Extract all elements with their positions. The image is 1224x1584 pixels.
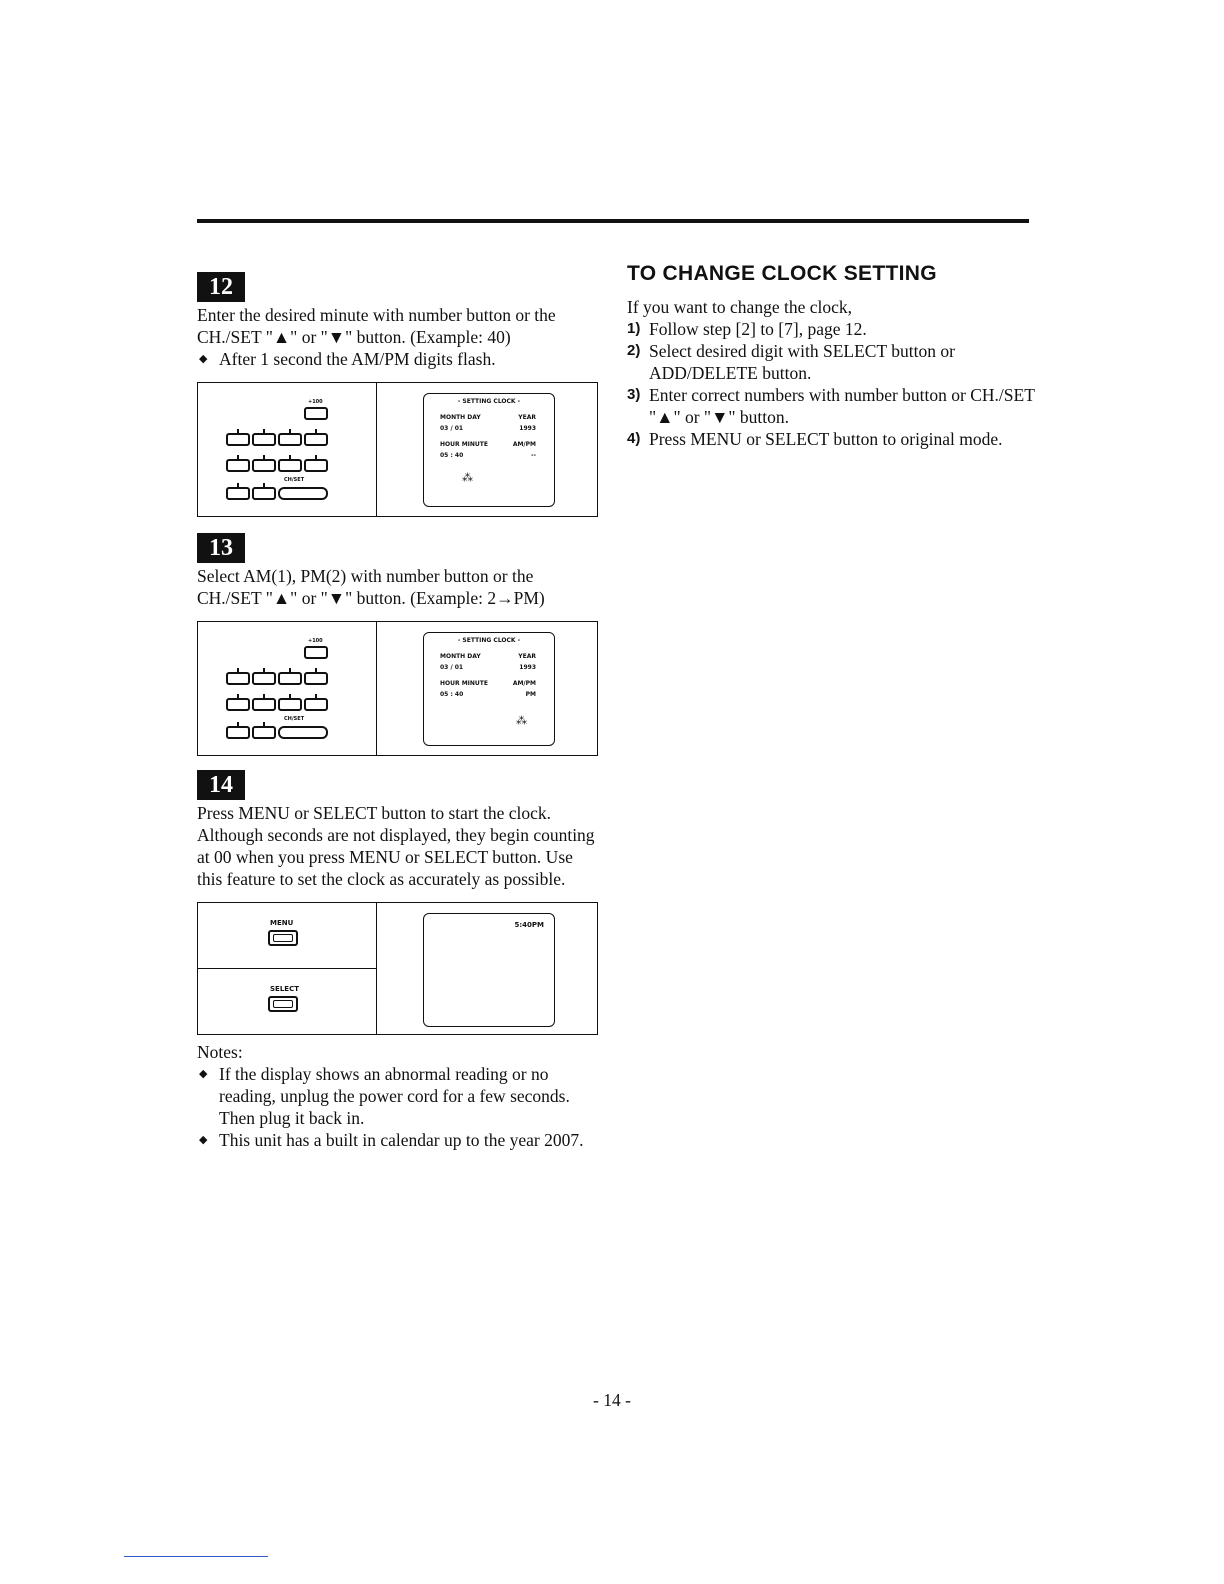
key-5: [226, 459, 250, 472]
step-12-figure: [197, 382, 598, 517]
key-3: [278, 672, 302, 685]
page-number: - 14 -: [593, 1390, 631, 1410]
key-1: [226, 672, 250, 685]
section-heading: TO CHANGE CLOCK SETTING: [627, 262, 937, 285]
chset-label: CH/SET: [284, 716, 305, 722]
list-item: 4) Press MENU or SELECT button to original mode.: [627, 429, 1003, 449]
screen-row: 03 / 01 1993: [440, 425, 536, 432]
step-number-badge: 14: [197, 770, 245, 800]
note-item: ◆ If the display shows an abnormal reading or no reading, unplug the power cord for a few seconds. Then plug it back in.: [197, 1063, 599, 1129]
step-12: [197, 272, 599, 517]
select-label: SELECT: [270, 985, 299, 993]
key-5: [226, 698, 250, 711]
step-14: [197, 770, 599, 1035]
screen-row: 05 : 40 --: [440, 452, 536, 459]
screen-title: - SETTING CLOCK -: [457, 398, 521, 405]
key-7: [278, 698, 302, 711]
top-rule: [197, 219, 1029, 223]
step-number-badge: 12: [197, 272, 245, 302]
screen-row: MONTH DAY YEAR: [440, 653, 536, 660]
select-button-icon: [268, 996, 298, 1012]
list-item: 3) Enter correct numbers with number button or CH./SET "▲" or "▼" button.: [627, 385, 1035, 427]
key-8: [304, 459, 328, 472]
key-1: [226, 433, 250, 446]
screen-row: HOUR MINUTE AM/PM: [440, 680, 536, 687]
notes-title: Notes:: [197, 1042, 243, 1062]
step-14-figure: [197, 902, 598, 1035]
key-0: [252, 726, 276, 739]
step-number-badge: 13: [197, 533, 245, 563]
flash-icon: ⁂: [516, 714, 527, 727]
menu-select-buttons-illustration: [198, 903, 377, 1034]
step-13-figure: [197, 621, 598, 756]
plus100-label: +100: [308, 638, 323, 644]
tv-screen: [423, 393, 555, 507]
key-7: [278, 459, 302, 472]
key-4: [304, 672, 328, 685]
tv-screen-cell: [377, 383, 597, 516]
list-item: 1) Follow step [2] to [7], page 12.: [627, 319, 867, 339]
instruction-list: [627, 318, 1037, 450]
key-2: [252, 433, 276, 446]
step-text: Press MENU or SELECT button to start the clock. Although seconds are not displayed, they begin counting at 00 when you press MENU or SELECT button. Use this feature to set the clock as accurately as possible.: [197, 803, 595, 889]
flash-icon: ⁂: [462, 471, 473, 484]
tv-screen: [423, 632, 555, 746]
screen-title: - SETTING CLOCK -: [457, 637, 521, 644]
select-button-panel: [198, 968, 376, 1034]
step-13: [197, 533, 599, 756]
key-9: [226, 487, 250, 500]
section-intro: If you want to change the clock,: [627, 297, 852, 317]
step-text: Select AM(1), PM(2) with number button or the CH./SET "▲" or "▼" button. (Example: 2→PM): [197, 566, 545, 608]
chset-key: [278, 487, 328, 500]
step-text: Enter the desired minute with number button or the CH./SET "▲" or "▼" button. (Example: 40): [197, 305, 556, 347]
step-bullet: ◆ After 1 second the AM/PM digits flash.: [197, 348, 599, 370]
left-column: [197, 272, 599, 1151]
clock-display: 5:40PM: [514, 921, 544, 929]
number-keypad-illustration: [198, 622, 377, 755]
screen-row: MONTH DAY YEAR: [440, 414, 536, 421]
list-item: 2) Select desired digit with SELECT button or ADD/DELETE button.: [627, 341, 955, 383]
screen-row: 03 / 01 1993: [440, 664, 536, 671]
bottom-link-rule: [124, 1556, 268, 1557]
screen-row: 05 : 40 PM: [440, 691, 536, 698]
note-item: ◆ This unit has a built in calendar up to the year 2007.: [197, 1129, 599, 1151]
tv-screen: [423, 913, 555, 1027]
key-6: [252, 459, 276, 472]
plus100-key: [304, 646, 328, 659]
right-column: [627, 262, 1037, 450]
key-0: [252, 487, 276, 500]
key-8: [304, 698, 328, 711]
menu-button-icon: [268, 930, 298, 946]
key-9: [226, 726, 250, 739]
key-3: [278, 433, 302, 446]
chset-label: CH/SET: [284, 477, 305, 483]
number-keypad-illustration: [198, 383, 377, 516]
key-6: [252, 698, 276, 711]
chset-key: [278, 726, 328, 739]
plus100-label: +100: [308, 399, 323, 405]
key-2: [252, 672, 276, 685]
tv-screen-cell: [377, 622, 597, 755]
screen-row: HOUR MINUTE AM/PM: [440, 441, 536, 448]
menu-button-panel: [198, 903, 376, 968]
notes: [197, 1041, 599, 1151]
plus100-key: [304, 407, 328, 420]
tv-screen-cell: [377, 903, 597, 1034]
menu-label: MENU: [270, 919, 294, 927]
key-4: [304, 433, 328, 446]
